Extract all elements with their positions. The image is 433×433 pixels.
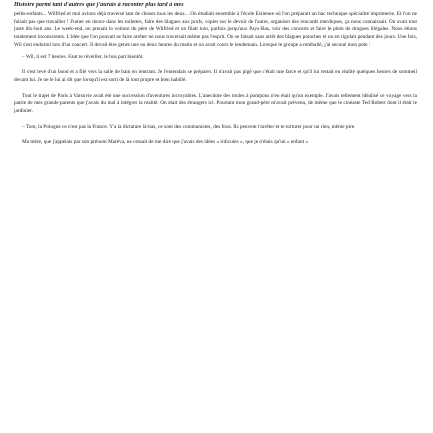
page-header-line: Histoire parmi tant d'autres que j'aurais à raconter plus tard à mes bbox=[14, 2, 184, 8]
paragraph-6: Ma mère, que j'appelais par son prénom Marêva, ne cessait de me dire que j'avais des idées « ridicules », que je n'étais qu'un « enfant » bbox=[22, 139, 309, 146]
paragraph-2: – Wil, il est 7 heures. Faut te réveiller, le bus part bientôt. bbox=[22, 53, 144, 60]
paragraph-1: petits-enfants... Wilfried et moi avions déjà traversé tant de choses tous les deux... On étudiait ensemble à l'école Estienne où l'on préparait un bac technique spécialité imprimerie. Et l'on ne faisait pas que travailler ! Fumer en douce dans les toilettes, faire des blagues aux profs, copier sur le devoir de l'autre, organiser des rencards merdiques, ça nous connaissait. On avait tout juste dix-huit ans. Le week-end, on prenait la voiture du père de Wilfried et on filait loin, parfois jusqu'aux Pays-Bas, voir des concerts et faire le plein de drogues illégales. Nous étions totalement inconscients. L'idée que l'on pouvait se faire arrêter ne nous traversait même pas l'esprit. On se faisait sans arrêt des blagues potaches et on en rigolait pendant des jours. Une fois, Wil s'est endormi lors d'un concert. Il devait être genre une ou deux heures du matin et on avait cours le lendemain. Lorsque le groupe a remballé, j'ai secoué mon pote : bbox=[14, 11, 417, 48]
paragraph-5: – Tom, la Pologne ce n'est pas la France. Y'a la dictature là-bas, ce sont des communistes, des fous. Ils peuvent t'arrêter et te torturer pour un rien, même pire. bbox=[22, 123, 356, 130]
paragraph-3: Il s'est levé d'un bond et a filé vers la salle de bain en rentrant. Je l'entendais se préparer. Il n'avait pas pigé que c'était une farce et qu'il lui restait en réalité quelques heures de sommeil devant lui. Je ne le lui ai dit que lorsqu'il est sorti de là tout propre et bien habillé. bbox=[14, 69, 417, 83]
paragraph-4: Tout le trajet de Paris à Varsovie avait été une succession d'aventures incroyables. L'anecdote des mules à pompons n'en était qu'un exemple. J'avais tellement idéalisé ce voyage vers la patrie de mes grands-parents que j'avais du mal à intégrer la réalité. On était des étrangers ici. Pourtant mon grand-père m'avait prévenu, de même que le cinéaste Ted Robert dont il était le jardinier. bbox=[14, 92, 417, 115]
